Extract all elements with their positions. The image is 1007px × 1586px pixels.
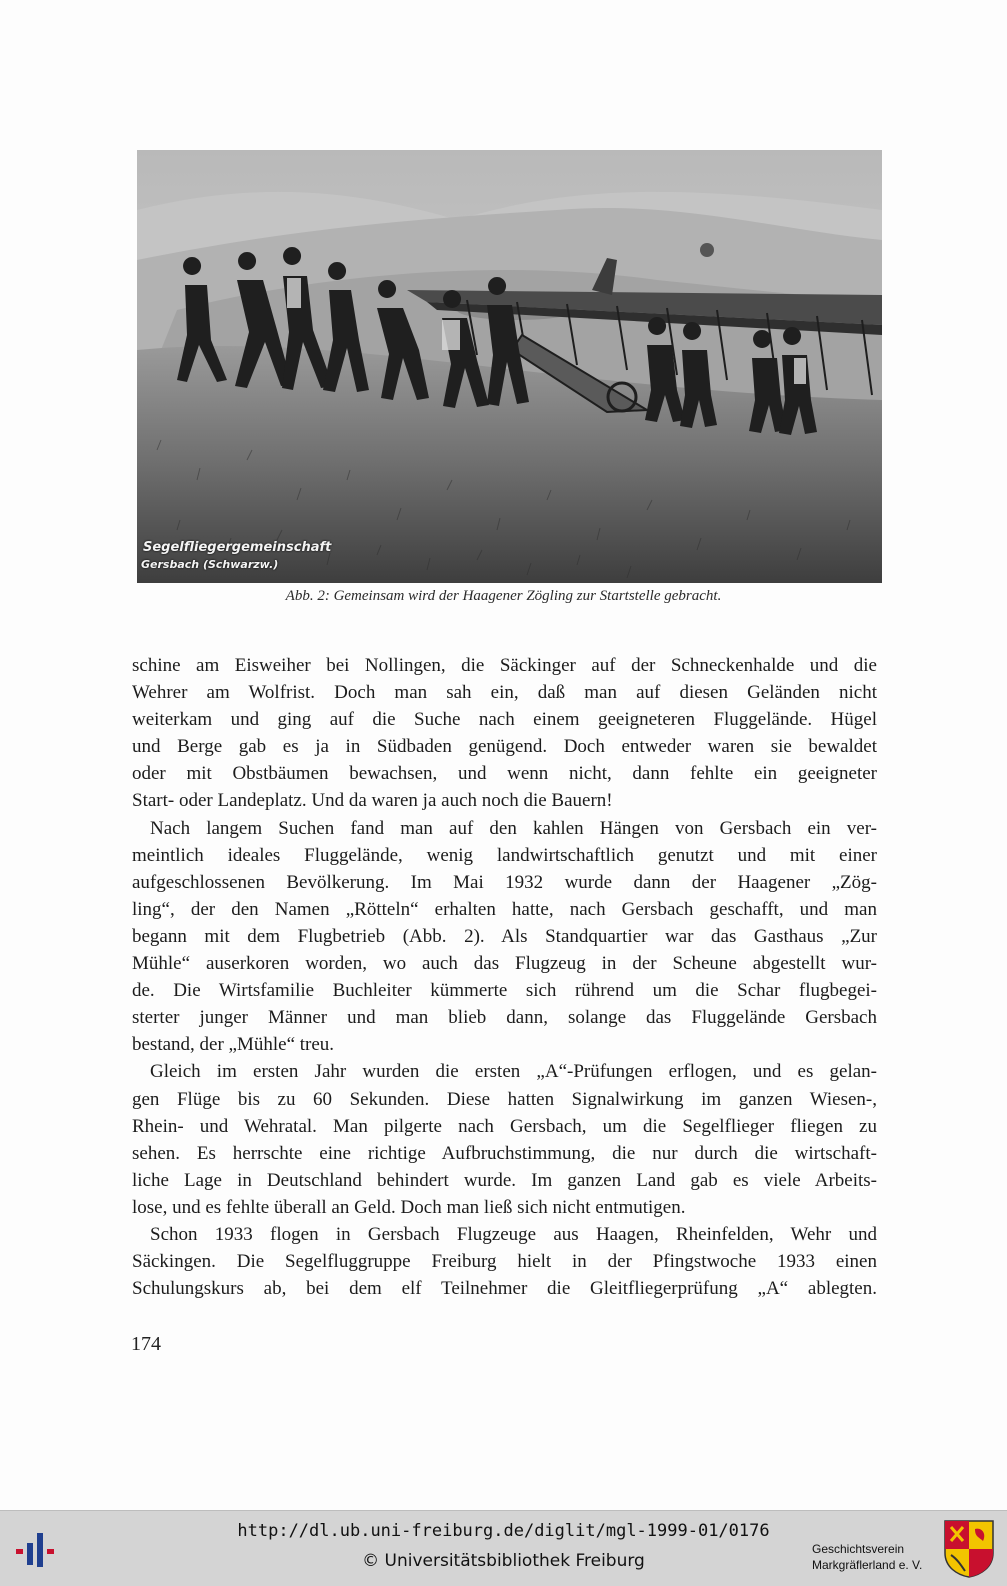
footer-url-link[interactable]: http://dl.ub.uni-freiburg.de/diglit/mgl-1999-01/0176 (237, 1521, 770, 1541)
text-line: aufgeschlossenen Bevölkerung. Im Mai 1932 wurde dann der Haagener „Zög- (132, 871, 877, 893)
text-line: meintlich ideales Fluggelände, wenig landwirtschaftlich genutzt und mit einer (132, 844, 877, 866)
photo-stamp-line2: Gersbach (Schwarzw.) (141, 558, 279, 571)
paragraph (132, 1058, 877, 1221)
text-line: liche Lage in Deutschland behindert wurde. Im ganzen Land gab es viele Arbeits- (132, 1169, 877, 1191)
paragraph (132, 815, 877, 1059)
text-line: Start- oder Landeplatz. Und da waren ja auch noch die Bauern! (132, 790, 613, 812)
text-line: bestand, der „Mühle“ treu. (132, 1034, 335, 1056)
figure-caption: Abb. 2: Gemeinsam wird der Haagener Zögling zur Startstelle gebracht. (285, 588, 722, 604)
text-line: Schon 1933 flogen in Gersbach Flugzeuge aus Haagen, Rheinfelden, Wehr und (150, 1223, 877, 1245)
text-line: Wehrer am Wolfrist. Doch man sah ein, daß man auf diesen Geländen nicht (132, 682, 877, 704)
photo-stamp-line1: Segelfliegergemeinschaft (143, 540, 332, 555)
body-text (132, 652, 877, 1302)
glider-photo-illustration (137, 150, 882, 583)
text-line: Säckingen. Die Segelfluggruppe Freiburg hielt in der Pfingstwoche 1933 einen (132, 1251, 877, 1273)
text-line: und Berge gab es ja in Südbaden genügend. Doch entweder waren sie bewaldet (132, 736, 877, 758)
text-line: sterter junger Männer und man blieb dann, solange das Fluggelände Gersbach (132, 1007, 877, 1029)
text-line: sehen. Es herrschte eine richtige Aufbruchstimmung, die nur durch die wirtschaft- (132, 1142, 877, 1164)
text-line: lose, und es fehlte überall an Geld. Doch man ließ sich nicht entmutigen. (132, 1196, 686, 1218)
text-line: Gleich im ersten Jahr wurden die ersten „A“-Prüfungen erflogen, und es gelan- (150, 1061, 877, 1083)
footer-org-line2: Markgräflerland e. V. (812, 1558, 923, 1572)
paragraph (132, 1221, 877, 1302)
text-line: schine am Eisweiher bei Nollingen, die Säckinger auf der Schneckenhalde und die (132, 655, 877, 676)
text-line: Rhein- und Wehratal. Man pilgerte nach Gersbach, um die Segelflieger fliegen zu (132, 1115, 877, 1137)
text-line: begann mit dem Flugbetrieb (Abb. 2). Als Standquartier war das Gasthaus „Zur (132, 925, 877, 947)
text-line: Nach langem Suchen fand man auf den kahlen Hängen von Gersbach ein ver- (150, 817, 877, 839)
text-line: weiterkam und ging auf die Suche nach einem geeigneteren Fluggelände. Hügel (132, 709, 877, 731)
text-line: oder mit Obstbäumen bewachsen, und wenn nicht, dann fehlte ein geeigneter (132, 763, 877, 785)
footer-org-name (812, 1541, 922, 1573)
footer-org-line1: Geschichtsverein (812, 1542, 905, 1556)
text-line: ling“, der den Namen „Rötteln“ erhalten hatte, nach Gersbach geschafft, und man (132, 898, 877, 920)
text-line: Schulungskurs ab, bei dem elf Teilnehmer die Gleitfliegerprüfung „A“ ablegten. (132, 1278, 877, 1300)
text-line: de. Die Wirtsfamilie Buchleiter kümmerte sich rührend um die Schar flugbegei- (132, 980, 877, 1002)
footer-copyright: © Universitätsbibliothek Freiburg (362, 1551, 645, 1571)
footer-bar (0, 1510, 1007, 1586)
text-line: gen Flüge bis zu 60 Sekunden. Diese hatten Signalwirkung im ganzen Wiesen-, (132, 1088, 877, 1110)
figure-photo (137, 150, 882, 583)
paragraph (132, 652, 877, 815)
text-line: Mühle“ auserkoren worden, wo auch das Flugzeug in der Scheune abgestellt wur- (132, 953, 877, 975)
society-crest-icon[interactable] (943, 1519, 995, 1579)
page-number: 174 (131, 1333, 161, 1355)
